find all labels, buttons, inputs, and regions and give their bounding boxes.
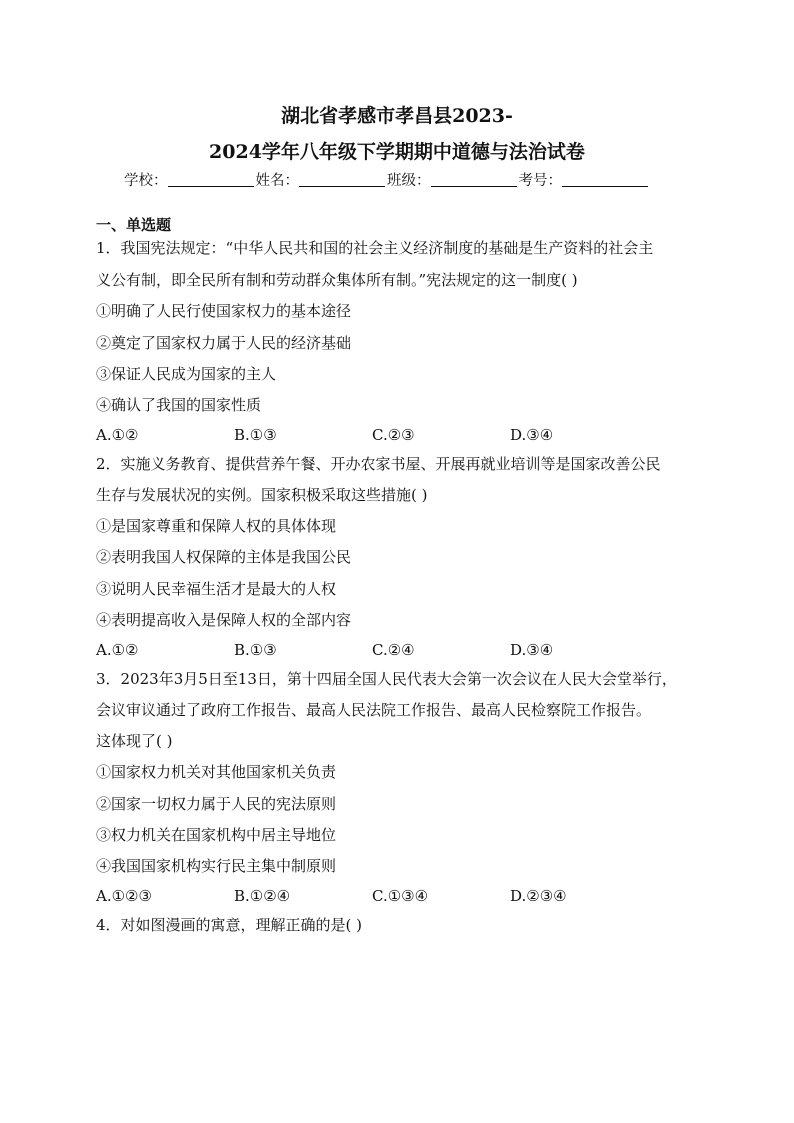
question-4-stem: 4．对如图漫画的寓意，理解正确的是( )	[96, 916, 363, 934]
question-3-option-d[interactable]: D.②③④	[510, 887, 567, 905]
question-3-stem: 这体现了( )	[96, 732, 173, 750]
question-3-stem: 3．2023年3月5日至13日，第十四届全国人民代表大会第一次会议在人民大会堂举行，	[96, 670, 677, 688]
exam-title-line-1: 湖北省孝感市孝昌县2023-	[281, 105, 513, 127]
section-heading: 一、单选题	[96, 216, 172, 234]
question-3-stem: 会议审议通过了政府工作报告、最高人民法院工作报告、最高人民检察院工作报告。	[96, 701, 652, 719]
question-3-item: ②国家一切权力属于人民的宪法原则	[96, 795, 337, 813]
question-2-option-c[interactable]: C.②④	[372, 641, 415, 659]
question-1-option-b[interactable]: B.①③	[234, 426, 277, 444]
question-2-item: ③说明人民幸福生活才是最大的人权	[96, 580, 337, 598]
student-info-row	[124, 171, 650, 191]
question-2-item: ①是国家尊重和保障人权的具体体现	[96, 517, 337, 535]
question-2-option-a[interactable]: A.①②	[96, 641, 139, 659]
question-1-stem: 义公有制，即全民所有制和劳动群众集体所有制。”宪法规定的这一制度( )	[96, 271, 578, 289]
question-3-item: ①国家权力机关对其他国家机关负责	[96, 763, 337, 781]
exam-title-line-2: 2024学年八年级下学期期中道德与法治试卷	[209, 141, 585, 163]
question-3-item: ④我国国家机构实行民主集中制原则	[96, 857, 337, 875]
question-3-option-b[interactable]: B.①②④	[234, 887, 291, 905]
question-1-stem: 1．我国宪法规定：“中华人民共和国的社会主义经济制度的基础是生产资料的社会主	[96, 239, 654, 257]
exam-number-blank[interactable]	[562, 172, 648, 187]
question-1-item: ③保证人民成为国家的主人	[96, 365, 277, 383]
class-label: 班级：	[387, 173, 431, 189]
question-3-item: ③权力机关在国家机构中居主导地位	[96, 826, 337, 844]
question-1-option-d[interactable]: D.③④	[510, 426, 554, 444]
question-3-option-c[interactable]: C.①③④	[372, 887, 429, 905]
name-blank[interactable]	[299, 172, 385, 187]
question-2-option-d[interactable]: D.③④	[510, 641, 554, 659]
question-2-item: ④表明提高收入是保障人权的全部内容	[96, 611, 352, 629]
exam-number-label: 考号：	[518, 173, 562, 189]
question-2-stem: 生存与发展状况的实例。国家积极采取这些措施( )	[96, 486, 428, 504]
question-1-option-a[interactable]: A.①②	[96, 426, 139, 444]
question-2-stem: 2．实施义务教育、提供营养午餐、开办农家书屋、开展再就业培训等是国家改善公民	[96, 455, 661, 473]
question-1-item: ①明确了人民行使国家权力的基本途径	[96, 302, 352, 320]
question-2-option-b[interactable]: B.①③	[234, 641, 277, 659]
question-1-option-c[interactable]: C.②③	[372, 426, 415, 444]
question-2-item: ②表明我国人权保障的主体是我国公民	[96, 548, 352, 566]
school-blank[interactable]	[168, 172, 254, 187]
name-label: 姓名：	[255, 173, 299, 189]
school-label: 学校：	[124, 173, 168, 189]
question-1-item: ②奠定了国家权力属于人民的经济基础	[96, 334, 352, 352]
question-3-option-a[interactable]: A.①②③	[96, 887, 152, 905]
question-1-item: ④确认了我国的国家性质	[96, 396, 262, 414]
class-blank[interactable]	[431, 172, 517, 187]
